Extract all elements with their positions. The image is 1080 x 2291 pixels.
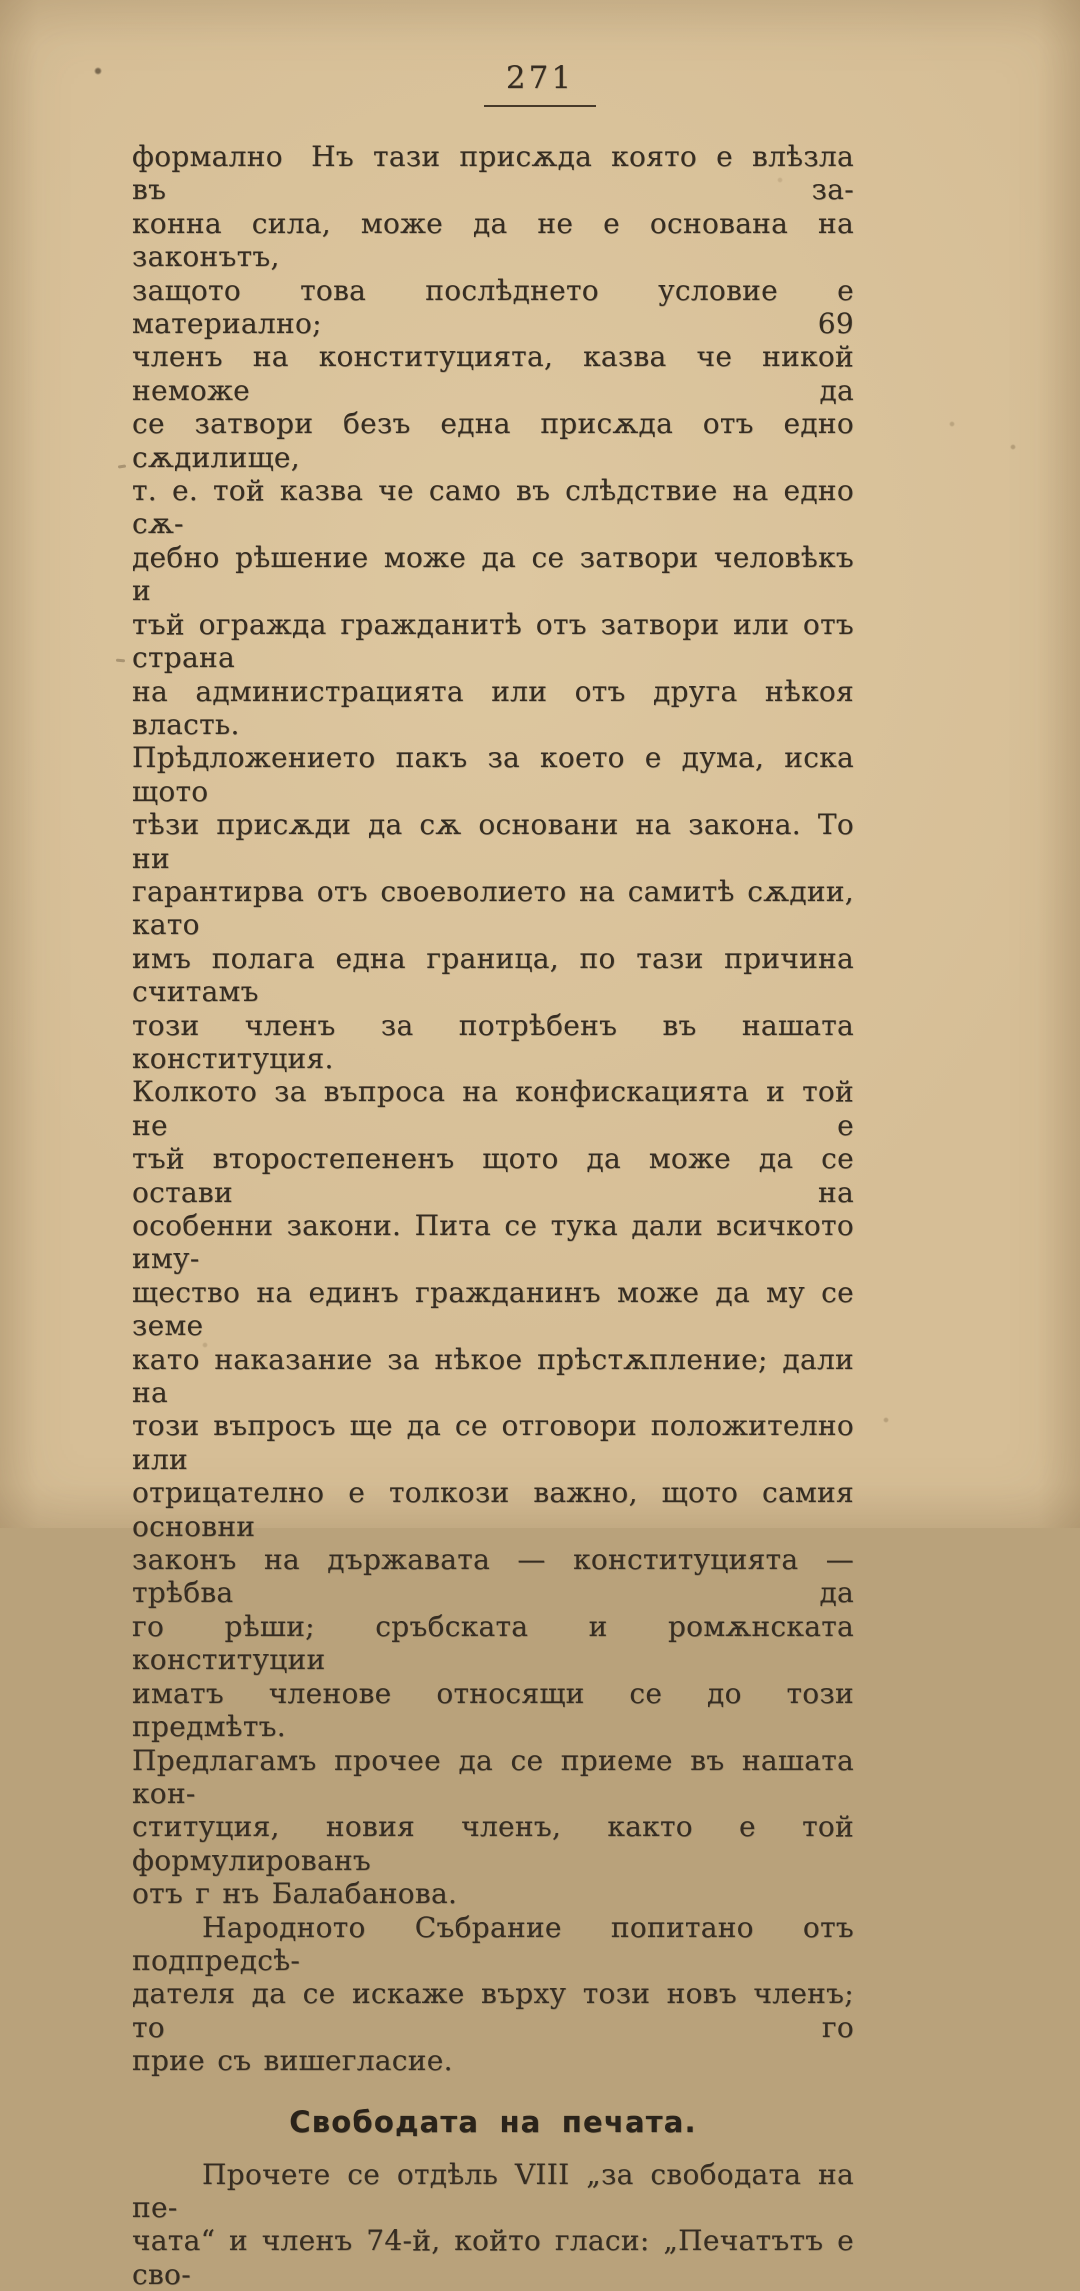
section-heading: Свободата на печата.: [289, 2104, 697, 2139]
text-line: Колкото за въпроса на конфискацията и той не е: [132, 1075, 854, 1142]
text-line: като наказание за нѣкое прѣстѫпление; дали на: [132, 1342, 854, 1410]
paragraph: [132, 1911, 854, 2078]
text-line: тъй второстепененъ щото да може да се остави на: [132, 1142, 854, 1209]
page-text: [132, 140, 854, 2291]
paragraph: [132, 140, 854, 1911]
text-line: т. е. той казва че само въ слѣдствие на едно сѫ-: [132, 474, 854, 541]
text-line: гарантирва отъ своеволието на самитѣ сѫдии, като: [132, 874, 854, 942]
text-line: се затвори безъ една присѫда отъ едно сѫдилище,: [132, 407, 854, 474]
paragraph: [132, 2158, 854, 2291]
text-line: членъ на конституцията, казва че никой неможе да: [132, 340, 854, 407]
text-line: формално Нъ тази присѫда която е влѣзла въ за-: [132, 140, 854, 207]
text-line: го рѣши; сръбската и ромѫнската конституции: [132, 1609, 854, 1677]
text-line: дебно рѣшение може да се затвори человѣкъ и: [132, 540, 854, 608]
paper-speck: [116, 659, 125, 663]
text-line: иматъ членове относящи се до този предмѣтъ.: [132, 1676, 854, 1744]
text-line: Прочете се отдѣль VIII „за свободата на пе-: [132, 2157, 854, 2224]
text-line: тѣзи присѫди да сѫ основани на закона. То ни: [132, 808, 854, 875]
text-line: имъ полага една граница, по тази причина считамъ: [132, 941, 854, 1009]
text-line: отрицателно е толкози важно, щото самия основни: [132, 1476, 854, 1543]
text-line: ституция, новия членъ, както е той формулированъ: [132, 1810, 854, 1877]
text-line: особенни закони. Пита се тука дали всичкото иму-: [132, 1209, 854, 1276]
text-line: Предлагамъ прочее да се приеме въ нашата кон-: [132, 1743, 854, 1810]
text-line: щество на единъ гражданинъ може да му се земе: [132, 1275, 854, 1343]
text-line: конна сила, може да не е основана на законътъ,: [132, 206, 854, 274]
text-line: законъ на държавата — конституцията — трѣбва да: [132, 1543, 854, 1610]
text-line: отъ г нъ Балабанова.: [132, 1877, 458, 1911]
text-line: дателя да се искаже върху този новъ членъ; то го: [132, 1977, 854, 2044]
text-line: този въпросъ ще да се отговори положително или: [132, 1409, 854, 1476]
page-number: 271: [484, 60, 596, 107]
text-line: тъй огражда гражданитѣ отъ затвори или отъ страна: [132, 607, 854, 675]
page-header: [0, 60, 1080, 107]
text-line: чата“ и членъ 74-й, който гласи: „Печатътъ е сво-: [132, 2224, 854, 2291]
text-line: на администрацията или отъ друга нѣкоя власть.: [132, 674, 854, 741]
paper-speck: [118, 464, 126, 468]
text-line: прие съ вишегласие.: [132, 2044, 453, 2078]
text-line: защото това послѣднето условие е материално; 69: [132, 273, 854, 341]
text-line: Народното Събрание попитано отъ подпредсѣ-: [132, 1910, 854, 1977]
text-line: този членъ за потрѣбенъ въ нашата конституция.: [132, 1008, 854, 1075]
text-line: Прѣдложението пакъ за което е дума, иска щото: [132, 741, 854, 808]
